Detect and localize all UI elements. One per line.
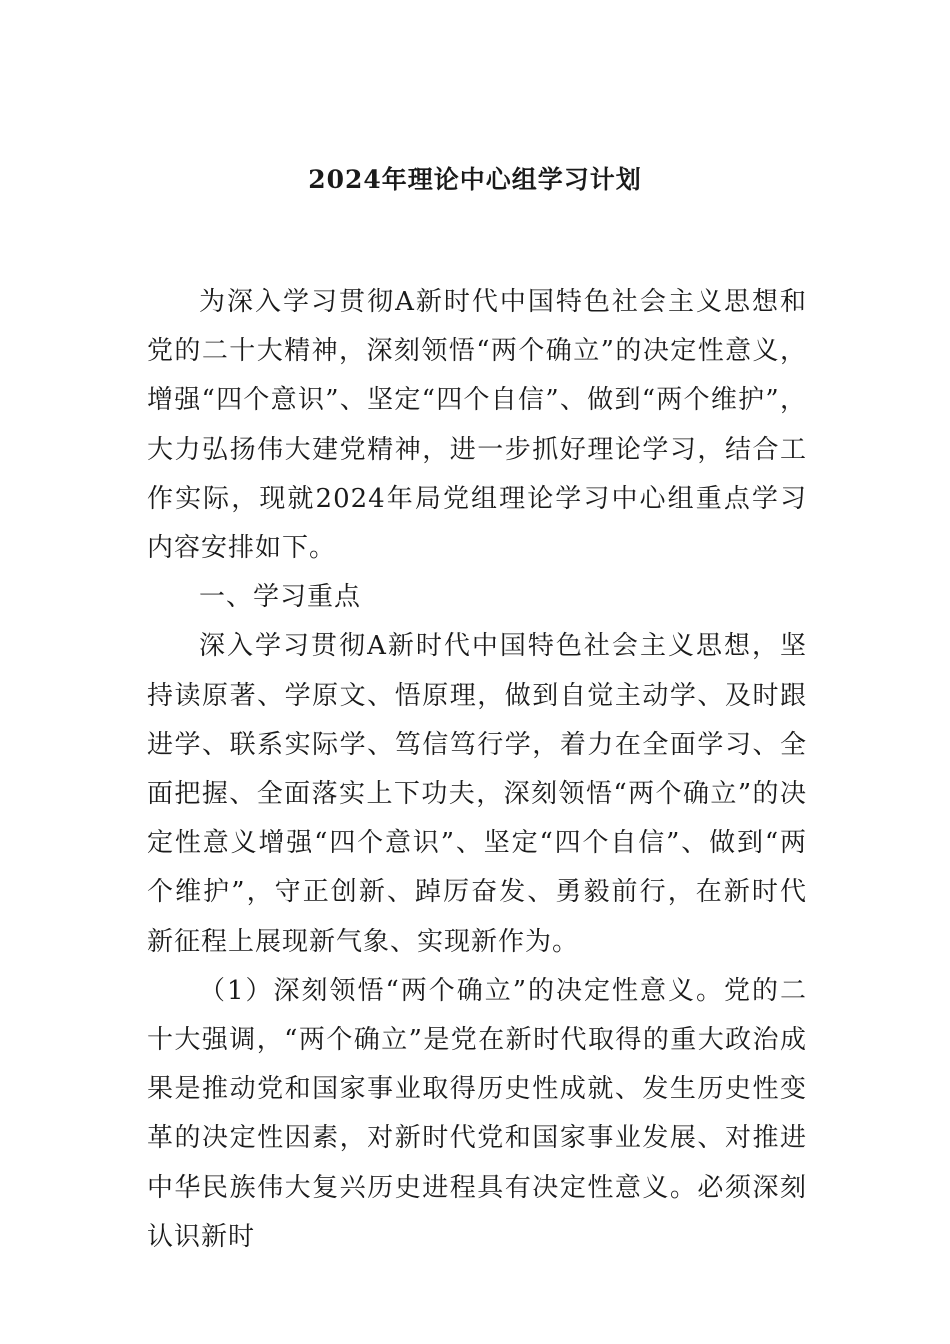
section-heading-study-focus: 一、学习重点 [199, 582, 362, 613]
item-1-paragraph: （1）深刻领悟“两个确立”的决定性意义。党的二十大强调，“两个确立”是党在新时代取得的重大政治成果是推动党和国家事业取得历史性成就、发生历史性变革的决定性因素，对新时代党和国家事业发展、对推进中华民族伟大复兴历史进程具有决定性意义。必须深刻认识新时 [147, 975, 807, 1252]
intro-paragraph: 为深入学习贯彻A新时代中国特色社会主义思想和党的二十大精神，深刻领悟“两个确立”的决定性意义，增强“四个意识”、坚定“四个自信”、做到“两个维护”，大力弘扬伟大建党精神，进一步抓好理论学习，结合工作实际，现就2024年局党组理论学习中心组重点学习内容安排如下。 [147, 287, 807, 564]
document-body [147, 278, 807, 1262]
document-title: 2024年理论中心组学习计划 [308, 165, 642, 194]
study-focus-paragraph: 深入学习贯彻A新时代中国特色社会主义思想，坚持读原著、学原文、悟原理，做到自觉主动学、及时跟进学、联系实际学、笃信笃行学，着力在全面学习、全面把握、全面落实上下功夫，深刻领悟“两个确立”的决定性意义增强“四个意识”、坚定“四个自信”、做到“两个维护”，守正创新、踔厉奋发、勇毅前行，在新时代新征程上展现新气象、实现新作为。 [147, 631, 807, 957]
